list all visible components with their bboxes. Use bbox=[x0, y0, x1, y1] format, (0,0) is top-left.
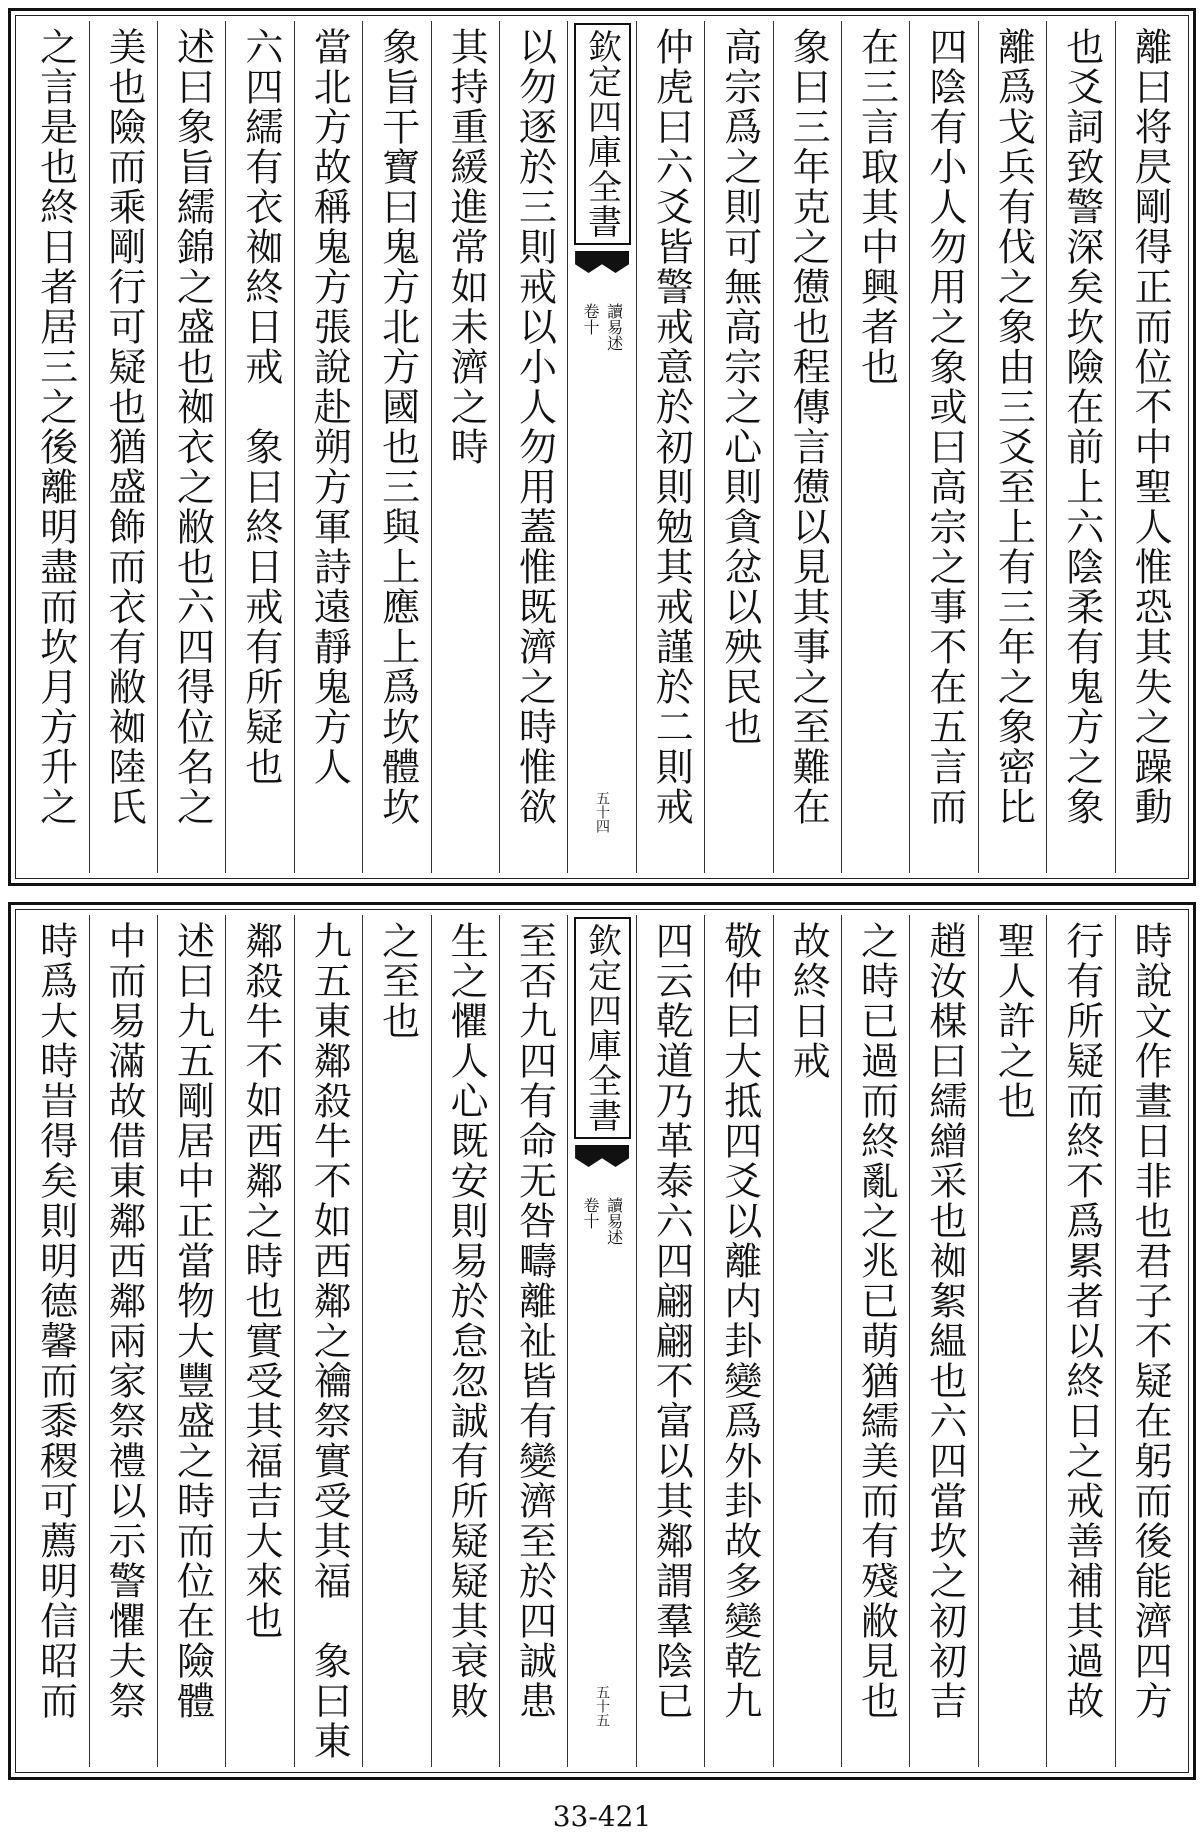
text-column bbox=[773, 915, 841, 1767]
text-column bbox=[89, 915, 157, 1767]
column-text: 中而易滿故借東鄰西鄰兩家祭禮以示警懼夫祭 bbox=[102, 921, 147, 1721]
book-info bbox=[581, 1197, 622, 1245]
page-footer-number: 33-421 bbox=[552, 1800, 652, 1833]
column-text: 美也險而乘剛行可疑也猶盛飾而衣有敝袽陸氏 bbox=[102, 27, 147, 827]
volume-label: 卷十 bbox=[581, 1197, 601, 1229]
book-title: 讀易述 bbox=[604, 1197, 624, 1245]
text-column bbox=[909, 915, 977, 1767]
center-fold-column bbox=[567, 915, 635, 1767]
text-column bbox=[978, 915, 1046, 1767]
text-column bbox=[431, 21, 499, 873]
text-column bbox=[431, 915, 499, 1767]
text-column bbox=[704, 21, 772, 873]
column-text: 故終日戒 bbox=[786, 921, 831, 1081]
text-column bbox=[909, 21, 977, 873]
column-text: 高宗爲之則可無高宗之心則貪忿以殃民也 bbox=[717, 27, 762, 747]
book-title: 讀易述 bbox=[604, 303, 624, 351]
text-column bbox=[636, 915, 704, 1767]
top-page-columns bbox=[21, 21, 1183, 873]
column-text: 離爲戈兵有伐之象由三爻至上有三年之象密比 bbox=[991, 27, 1036, 827]
text-column bbox=[294, 915, 362, 1767]
collection-title: 欽定四庫全書 bbox=[574, 917, 631, 1139]
column-text: 在三言取其中興者也 bbox=[854, 27, 899, 387]
text-column bbox=[362, 21, 430, 873]
column-text: 四云乾道乃革泰六四翩翩不富以其鄰謂羣陰已 bbox=[649, 921, 694, 1721]
text-column bbox=[1115, 915, 1183, 1767]
column-text: 趙汝楳曰繻繒采也袽絮緼也六四當坎之初初吉 bbox=[922, 921, 967, 1721]
column-text: 當北方故稱鬼方張說赴朔方軍詩遠靜鬼方人 bbox=[307, 27, 352, 787]
column-text: 之時已過而終亂之兆已萌猶繻美而有殘敝見也 bbox=[854, 921, 899, 1721]
fishtail-ornament bbox=[575, 1145, 629, 1167]
top-page bbox=[8, 8, 1196, 886]
center-fold-column bbox=[567, 21, 635, 873]
folio-number: 五十五 bbox=[594, 1685, 611, 1727]
column-text: 時爲大時旹得矣則明德馨而黍稷可薦明信昭而 bbox=[33, 921, 78, 1721]
text-column bbox=[1046, 21, 1114, 873]
text-column bbox=[225, 915, 293, 1767]
column-text: 之言是也終日者居三之後離明盡而坎月方升之 bbox=[33, 27, 78, 827]
column-text: 之至也 bbox=[375, 921, 420, 1041]
text-column bbox=[773, 21, 841, 873]
text-column bbox=[499, 915, 567, 1767]
column-text: 象旨干寶曰鬼方北方國也三與上應上爲坎體坎 bbox=[375, 27, 420, 827]
text-column bbox=[362, 915, 430, 1767]
text-column bbox=[841, 915, 909, 1767]
column-text: 述曰象旨繻錦之盛也袽衣之敝也六四得位名之 bbox=[170, 27, 215, 827]
column-text: 行有所疑而終不爲累者以終日之戒善補其過故 bbox=[1059, 921, 1104, 1721]
text-column bbox=[21, 915, 88, 1767]
text-column bbox=[841, 21, 909, 873]
text-column bbox=[636, 21, 704, 873]
text-column bbox=[978, 21, 1046, 873]
text-column bbox=[89, 21, 157, 873]
column-text: 離曰将昃剛得正而位不中聖人惟恐其失之躁動 bbox=[1128, 27, 1173, 827]
volume-label: 卷十 bbox=[581, 303, 601, 335]
column-text: 九五東鄰殺牛不如西鄰之禴祭實受其福 象曰東 bbox=[307, 921, 352, 1761]
folio-number: 五十四 bbox=[594, 791, 611, 833]
column-text: 仲虎曰六爻皆警戒意於初則勉其戒謹於二則戒 bbox=[649, 27, 694, 827]
text-column bbox=[1115, 21, 1183, 873]
book-info bbox=[581, 303, 622, 351]
column-text: 其持重緩進常如未濟之時 bbox=[444, 27, 489, 467]
collection-title: 欽定四庫全書 bbox=[574, 23, 631, 245]
column-text: 六四繻有衣袽終日戒 象曰終日戒有所疑也 bbox=[238, 27, 283, 787]
text-column bbox=[157, 21, 225, 873]
column-text: 至否九四有命无咎疇離祉皆有變濟至於四誠患 bbox=[512, 921, 557, 1721]
column-text: 以勿逐於三則戒以小人勿用蓋惟既濟之時惟欲 bbox=[512, 27, 557, 827]
column-text: 聖人許之也 bbox=[991, 921, 1036, 1121]
column-text: 也爻詞致警深矣坎險在前上六陰柔有鬼方之象 bbox=[1059, 27, 1104, 827]
bottom-page-columns bbox=[21, 915, 1183, 1767]
text-column bbox=[21, 21, 88, 873]
column-text: 述曰九五剛居中正當物大豐盛之時而位在險體 bbox=[170, 921, 215, 1721]
text-column bbox=[704, 915, 772, 1767]
bottom-page bbox=[8, 902, 1196, 1780]
column-text: 象曰三年克之憊也程傳言憊以見其事之至難在 bbox=[786, 27, 831, 827]
fishtail-ornament bbox=[575, 251, 629, 273]
text-column bbox=[1046, 915, 1114, 1767]
text-column bbox=[157, 915, 225, 1767]
column-text: 鄰殺牛不如西鄰之時也實受其福吉大來也 bbox=[238, 921, 283, 1641]
column-text: 敬仲曰大抵四爻以離内卦變爲外卦故多變乾九 bbox=[717, 921, 762, 1721]
column-text: 生之懼人心既安則易於怠忽誠有所疑疑其衰敗 bbox=[444, 921, 489, 1721]
text-column bbox=[225, 21, 293, 873]
text-column bbox=[294, 21, 362, 873]
text-column bbox=[499, 21, 567, 873]
column-text: 四陰有小人勿用之象或曰高宗之事不在五言而 bbox=[922, 27, 967, 827]
column-text: 時說文作晝日非也君子不疑在躬而後能濟四方 bbox=[1128, 921, 1173, 1721]
